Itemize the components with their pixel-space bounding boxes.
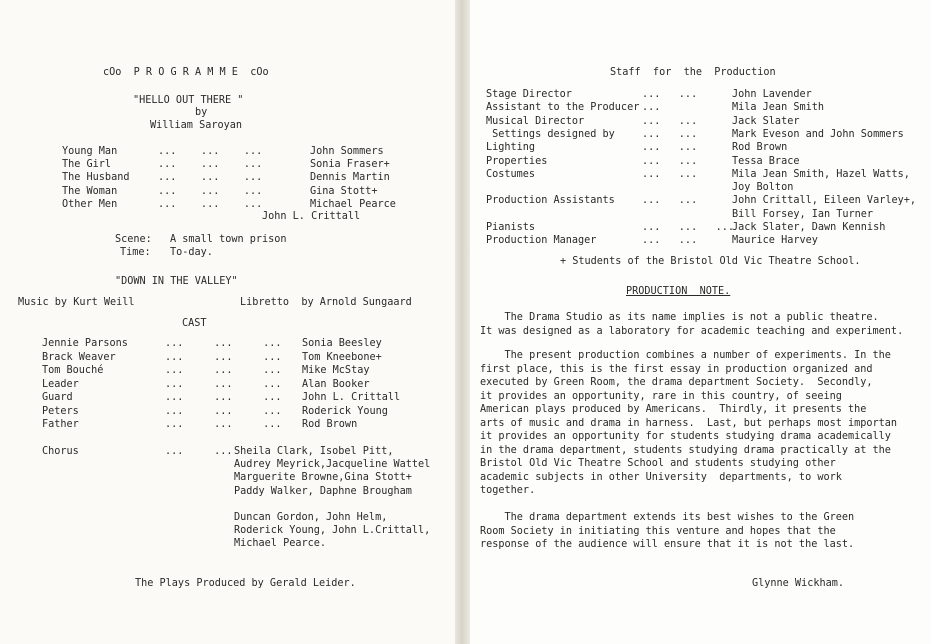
play1-author: William Saroyan bbox=[150, 120, 243, 131]
staff-role: Stage Director bbox=[486, 89, 572, 100]
cast-role: Other Men bbox=[62, 198, 118, 210]
staff-role: Settings designed by bbox=[486, 128, 615, 140]
cast-actor: John L. Crittall bbox=[302, 392, 401, 403]
staff-row bbox=[486, 129, 931, 142]
staff-name: Joy Bolton bbox=[732, 182, 794, 194]
cast-role: Leader bbox=[42, 378, 79, 390]
cast-actor: Sonia Beesley bbox=[302, 338, 382, 349]
play1-by: by bbox=[195, 107, 208, 118]
leader-dots: ... ... bbox=[642, 168, 698, 180]
cast-row bbox=[42, 338, 442, 351]
staff-name: Jack Slater, Dawn Kennish bbox=[732, 222, 886, 233]
leader-dots: ... ... ... bbox=[165, 405, 282, 417]
chorus-line: Roderick Young, John L.Crittall, bbox=[234, 525, 431, 537]
leader-dots: ... ... bbox=[642, 128, 698, 140]
cast-actor: Roderick Young bbox=[302, 405, 388, 417]
leader-dots: ... ... ... bbox=[642, 222, 735, 233]
leader-dots: ... ... ... bbox=[165, 392, 282, 403]
staff-name: Mila Jean Smith, Hazel Watts, bbox=[732, 168, 910, 180]
play2-libretto: Libretto by Arnold Sungaard bbox=[240, 297, 412, 308]
staff-role: Musical Director bbox=[486, 115, 585, 127]
leader-dots: ... ... ... bbox=[158, 146, 263, 157]
staff-row bbox=[486, 169, 931, 182]
staff-role: Properties bbox=[486, 155, 548, 167]
left-footer: The Plays Produced by Gerald Leider. bbox=[135, 578, 356, 589]
cast-row bbox=[62, 199, 442, 212]
cast-row bbox=[42, 419, 442, 432]
note-paragraph-2: The present production combines a number of experiments. In the first place, this is the first essay in production organized and executed by Green Room, the drama department Society. Secondly, it provides an opportunity, rare in this country, of seeing American plays produced by Americans. Thirdly, it presents the arts of music and drama in harness. Last, but perhaps most importan it provides an opportunity for students studying drama academically in the drama department, students studying drama practically at the Bristol Old Vic Theatre School and students studying other academic subjects in other University departments, to work together. bbox=[480, 350, 898, 496]
staff-row bbox=[486, 142, 931, 155]
cast-role: Father bbox=[42, 419, 79, 430]
staff-row bbox=[486, 89, 931, 102]
staff-row bbox=[486, 116, 931, 129]
chorus-line: Marguerite Browne,Gina Stott+ bbox=[234, 472, 412, 484]
play1-title: "HELLO OUT THERE " bbox=[133, 95, 244, 106]
chorus-line: Michael Pearce. bbox=[234, 538, 327, 550]
cast-role: The Husband bbox=[62, 172, 130, 184]
leader-dots: ... ... ... bbox=[158, 198, 263, 210]
leader-dots: ... ... bbox=[642, 115, 698, 127]
staff-name: Rod Brown bbox=[732, 142, 788, 154]
cast-actor: Dennis Martin bbox=[310, 172, 390, 184]
chorus-line: Duncan Gordon, John Helm, bbox=[234, 512, 388, 523]
leader-dots: ... ... bbox=[642, 155, 698, 167]
staff-row bbox=[486, 102, 931, 115]
cast-role: Young Man bbox=[62, 146, 118, 157]
cast-role: The Girl bbox=[62, 159, 112, 171]
cast-actor: Michael Pearce bbox=[310, 198, 396, 210]
leader-dots: ... ... ... bbox=[165, 365, 282, 376]
cast-actor: John Sommers bbox=[310, 146, 384, 157]
cast-actor: Alan Booker bbox=[302, 378, 370, 390]
cast-row bbox=[42, 352, 442, 365]
staff-role: Production Manager bbox=[486, 235, 597, 247]
cast-row bbox=[62, 146, 442, 159]
cast-row bbox=[62, 172, 442, 185]
staff-row bbox=[486, 156, 931, 169]
chorus-dots: ... ... bbox=[165, 446, 233, 457]
cast-role: Guard bbox=[42, 392, 73, 403]
leader-dots: ... ... bbox=[642, 142, 698, 154]
leader-dots: ... ... bbox=[642, 195, 698, 207]
cast-actor: Tom Kneebone+ bbox=[302, 351, 382, 363]
leader-dots: ... ... bbox=[642, 89, 698, 100]
programme-heading: cOo P R O G R A M M E cOo bbox=[103, 67, 269, 78]
staff-row bbox=[486, 195, 931, 208]
cast-row bbox=[62, 159, 442, 172]
time-label: Time: bbox=[120, 247, 151, 258]
staff-row bbox=[486, 235, 931, 248]
play2-title: "DOWN IN THE VALLEY" bbox=[115, 276, 238, 287]
cast-actor: Mike McStay bbox=[302, 365, 370, 376]
chorus-line: Audrey Meyrick,Jacqueline Wattel bbox=[234, 459, 431, 471]
staff-row bbox=[486, 222, 931, 235]
cast-role: Jennie Parsons bbox=[42, 338, 128, 349]
page-gutter bbox=[455, 0, 470, 644]
leader-dots: ... ... ... bbox=[165, 378, 282, 390]
staff-name: Mark Eveson and John Sommers bbox=[732, 128, 904, 140]
staff-row bbox=[486, 209, 931, 222]
cast-role: The Woman bbox=[62, 185, 118, 197]
leader-dots: ... ... ... bbox=[165, 419, 282, 430]
leader-dots: ... ... bbox=[642, 235, 698, 247]
staff-row bbox=[486, 182, 931, 195]
staff-name: Maurice Harvey bbox=[732, 235, 818, 247]
leader-dots: ... ... ... bbox=[165, 338, 282, 349]
cast-row bbox=[62, 186, 442, 199]
staff-name: John Crittall, Eileen Varley+, bbox=[732, 195, 917, 207]
cast-actor: Rod Brown bbox=[302, 419, 358, 430]
scene-label: Scene: bbox=[115, 234, 152, 245]
leader-dots: ... ... ... bbox=[158, 172, 263, 184]
cast-row bbox=[42, 392, 442, 405]
play2-cast-heading: CAST bbox=[182, 318, 207, 329]
cast-role: Peters bbox=[42, 405, 79, 417]
staff-role: Production Assistants bbox=[486, 195, 615, 207]
play1-extra-actor: John L. Crittall bbox=[262, 211, 361, 222]
time-value: To-day. bbox=[170, 247, 213, 258]
right-page bbox=[470, 0, 931, 644]
note-paragraph-1: The Drama Studio as its name implies is not a public theatre. It was designed as a laboratory for academic teaching and experiment. bbox=[480, 312, 904, 337]
cast-row bbox=[42, 379, 442, 392]
staff-name: Bill Forsey, Ian Turner bbox=[732, 208, 874, 220]
cast-role: Brack Weaver bbox=[42, 351, 116, 363]
leader-dots: ... bbox=[642, 102, 661, 114]
cast-actor: Sonia Fraser+ bbox=[310, 159, 390, 171]
staff-role: Pianists bbox=[486, 222, 536, 233]
chorus-label: Chorus bbox=[42, 446, 79, 457]
production-note-heading: PRODUCTION NOTE. bbox=[626, 286, 731, 297]
staff-name: Mila Jean Smith bbox=[732, 102, 825, 114]
chorus-line: Sheila Clark, Isobel Pitt, bbox=[234, 446, 394, 457]
cast-actor: Gina Stott+ bbox=[310, 185, 378, 197]
cast-row bbox=[42, 365, 442, 378]
cast-row bbox=[42, 406, 442, 419]
scene-value: A small town prison bbox=[170, 234, 287, 245]
play2-music: Music by Kurt Weill bbox=[18, 297, 135, 308]
staff-role: Assistant to the Producer bbox=[486, 102, 640, 114]
staff-name: Jack Slater bbox=[732, 115, 800, 127]
cast-role: Tom Bouché bbox=[42, 365, 104, 376]
signature: Glynne Wickham. bbox=[752, 578, 845, 589]
staff-role: Costumes bbox=[486, 168, 536, 180]
leader-dots: ... ... ... bbox=[158, 185, 263, 197]
staff-role: Lighting bbox=[486, 142, 536, 154]
staff-heading: Staff for the Production bbox=[610, 67, 776, 78]
leader-dots: ... ... ... bbox=[165, 351, 282, 363]
staff-name: Tessa Brace bbox=[732, 155, 800, 167]
students-note: + Students of the Bristol Old Vic Theatre School. bbox=[560, 256, 861, 267]
left-page bbox=[0, 0, 455, 644]
chorus-line: Paddy Walker, Daphne Brougham bbox=[234, 485, 412, 497]
note-paragraph-3: The drama department extends its best wishes to the Green Room Society in initiating this venture and hopes that the response of the audience will ensure that it is not the last. bbox=[480, 512, 855, 550]
staff-name: John Lavender bbox=[732, 89, 812, 100]
leader-dots: ... ... ... bbox=[158, 159, 263, 171]
